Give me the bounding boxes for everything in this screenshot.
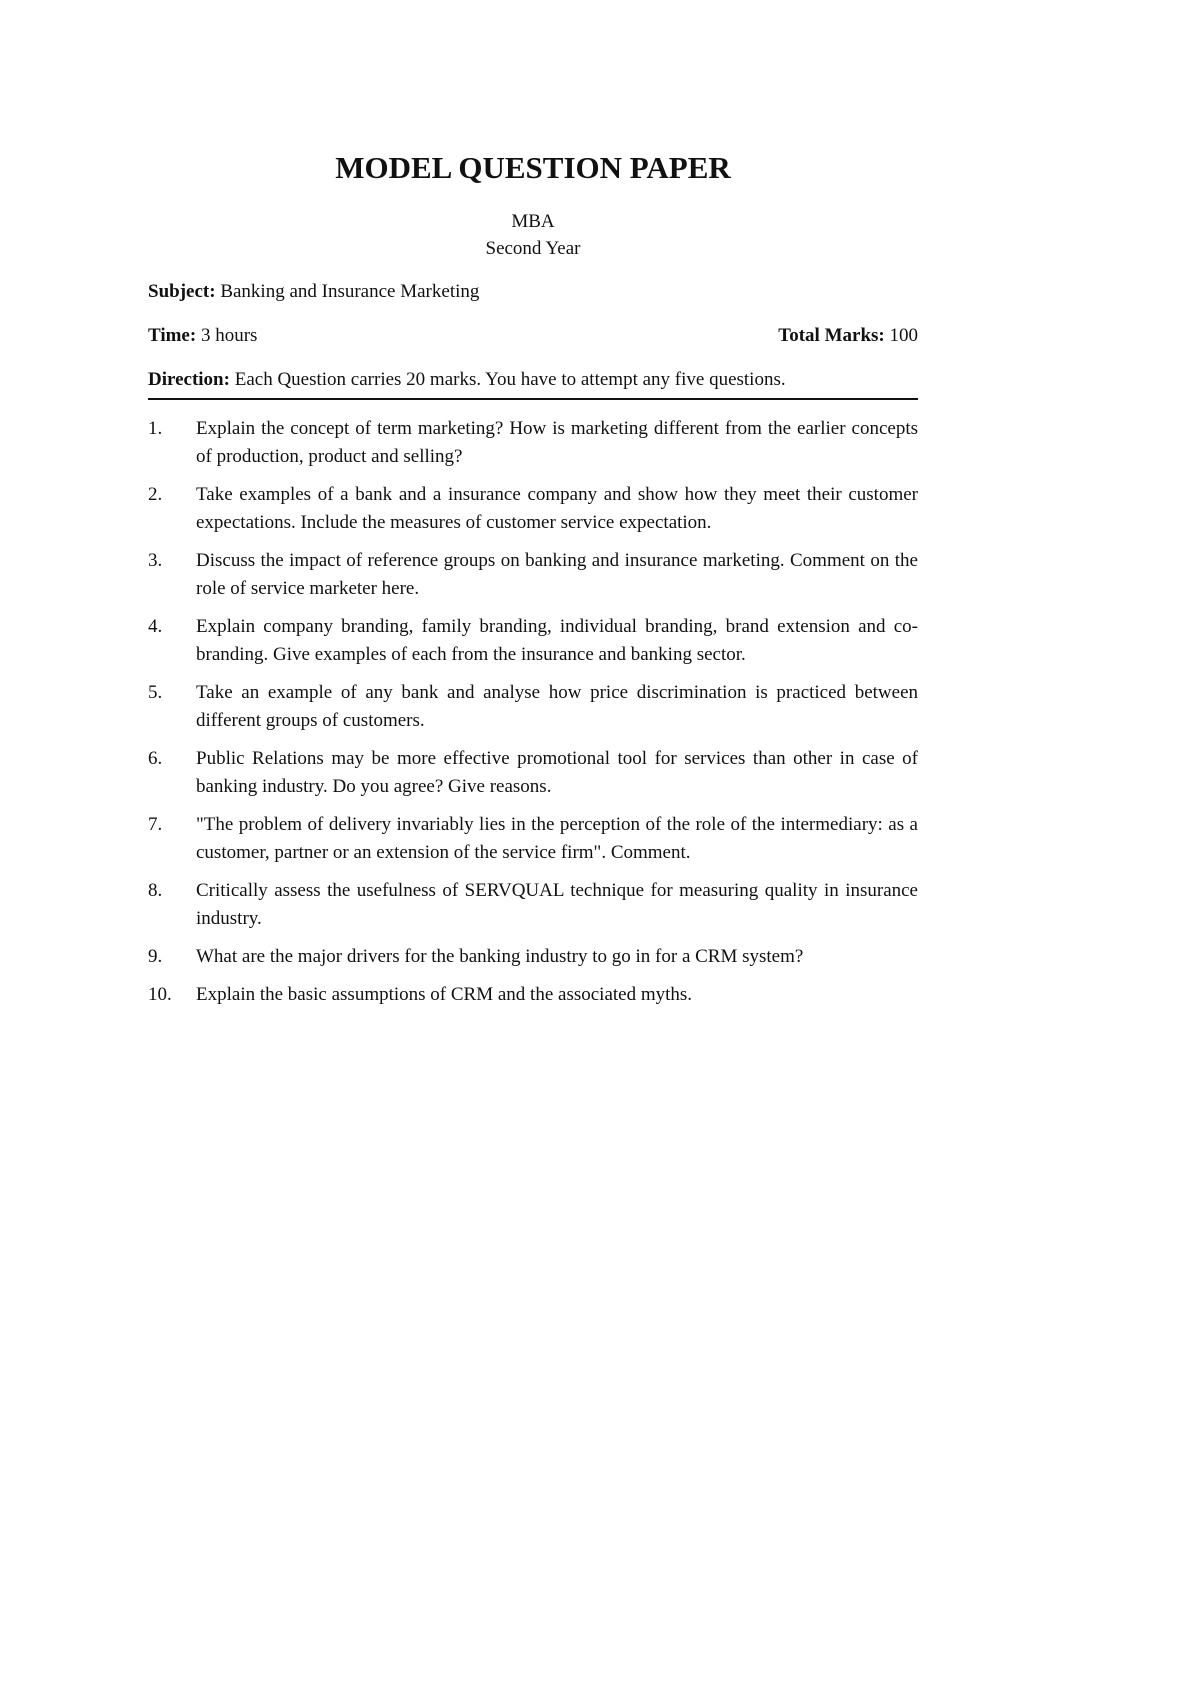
- question-text: Take examples of a bank and a insurance company and show how they meet their customer expectations. Include the measures of customer service expectation.: [196, 484, 918, 533]
- question-text: Explain company branding, family branding, individual branding, brand extension and co-branding. Give examples of each from the insurance and banking sector.: [196, 616, 918, 665]
- question-number: 1.: [148, 418, 163, 439]
- time-value: 3 hours: [200, 325, 258, 346]
- question-number: 5.: [148, 682, 163, 703]
- total-marks-label: Total Marks:: [778, 325, 885, 346]
- question-number: 10.: [148, 984, 172, 1005]
- question-item: [148, 679, 918, 735]
- question-number: 4.: [148, 616, 163, 637]
- question-text: Explain the basic assumptions of CRM and the associated myths.: [196, 984, 693, 1005]
- time-line: [148, 322, 257, 349]
- question-text: Explain the concept of term marketing? How is marketing different from the earlier concepts of production, product and selling?: [196, 418, 918, 467]
- subject-value: Banking and Insurance Marketing: [220, 281, 480, 302]
- direction-label: Direction:: [148, 369, 230, 390]
- question-number: 8.: [148, 880, 163, 901]
- direction-line: [148, 366, 918, 400]
- question-paper: [148, 148, 918, 1019]
- question-number: 2.: [148, 484, 163, 505]
- total-marks-value: 100: [889, 325, 918, 346]
- question-list: [148, 415, 918, 1009]
- program-name: MBA: [511, 211, 555, 232]
- direction-value: Each Question carries 20 marks. You have to attempt any five questions.: [234, 369, 786, 390]
- question-item: [148, 547, 918, 603]
- program-year: Second Year: [485, 238, 581, 259]
- subject-label: Subject:: [148, 281, 216, 302]
- question-item: [148, 613, 918, 669]
- question-number: 6.: [148, 748, 163, 769]
- paper-title: MODEL QUESTION PAPER: [335, 150, 731, 185]
- question-item: [148, 981, 918, 1009]
- question-item: [148, 877, 918, 933]
- question-item: [148, 943, 918, 971]
- question-text: Discuss the impact of reference groups on banking and insurance marketing. Comment on the role of service marketer here.: [196, 550, 918, 599]
- question-text: Public Relations may be more effective promotional tool for services than other in case of banking industry. Do you agree? Give reasons.: [196, 748, 918, 797]
- question-number: 7.: [148, 814, 163, 835]
- subject-line: [148, 278, 918, 305]
- question-number: 9.: [148, 946, 163, 967]
- question-text: What are the major drivers for the banking industry to go in for a CRM system?: [196, 946, 804, 967]
- time-marks-row: [148, 322, 918, 349]
- question-item: [148, 481, 918, 537]
- question-text: Critically assess the usefulness of SERVQUAL technique for measuring quality in insurance industry.: [196, 880, 918, 929]
- question-text: Take an example of any bank and analyse how price discrimination is practiced between different groups of customers.: [196, 682, 918, 731]
- time-label: Time:: [148, 325, 197, 346]
- question-text: "The problem of delivery invariably lies in the perception of the role of the intermediary: as a customer, partner or an extension of the service firm". Comment.: [196, 814, 918, 863]
- question-number: 3.: [148, 550, 163, 571]
- total-marks-line: [778, 322, 918, 349]
- question-item: [148, 415, 918, 471]
- question-item: [148, 745, 918, 801]
- question-item: [148, 811, 918, 867]
